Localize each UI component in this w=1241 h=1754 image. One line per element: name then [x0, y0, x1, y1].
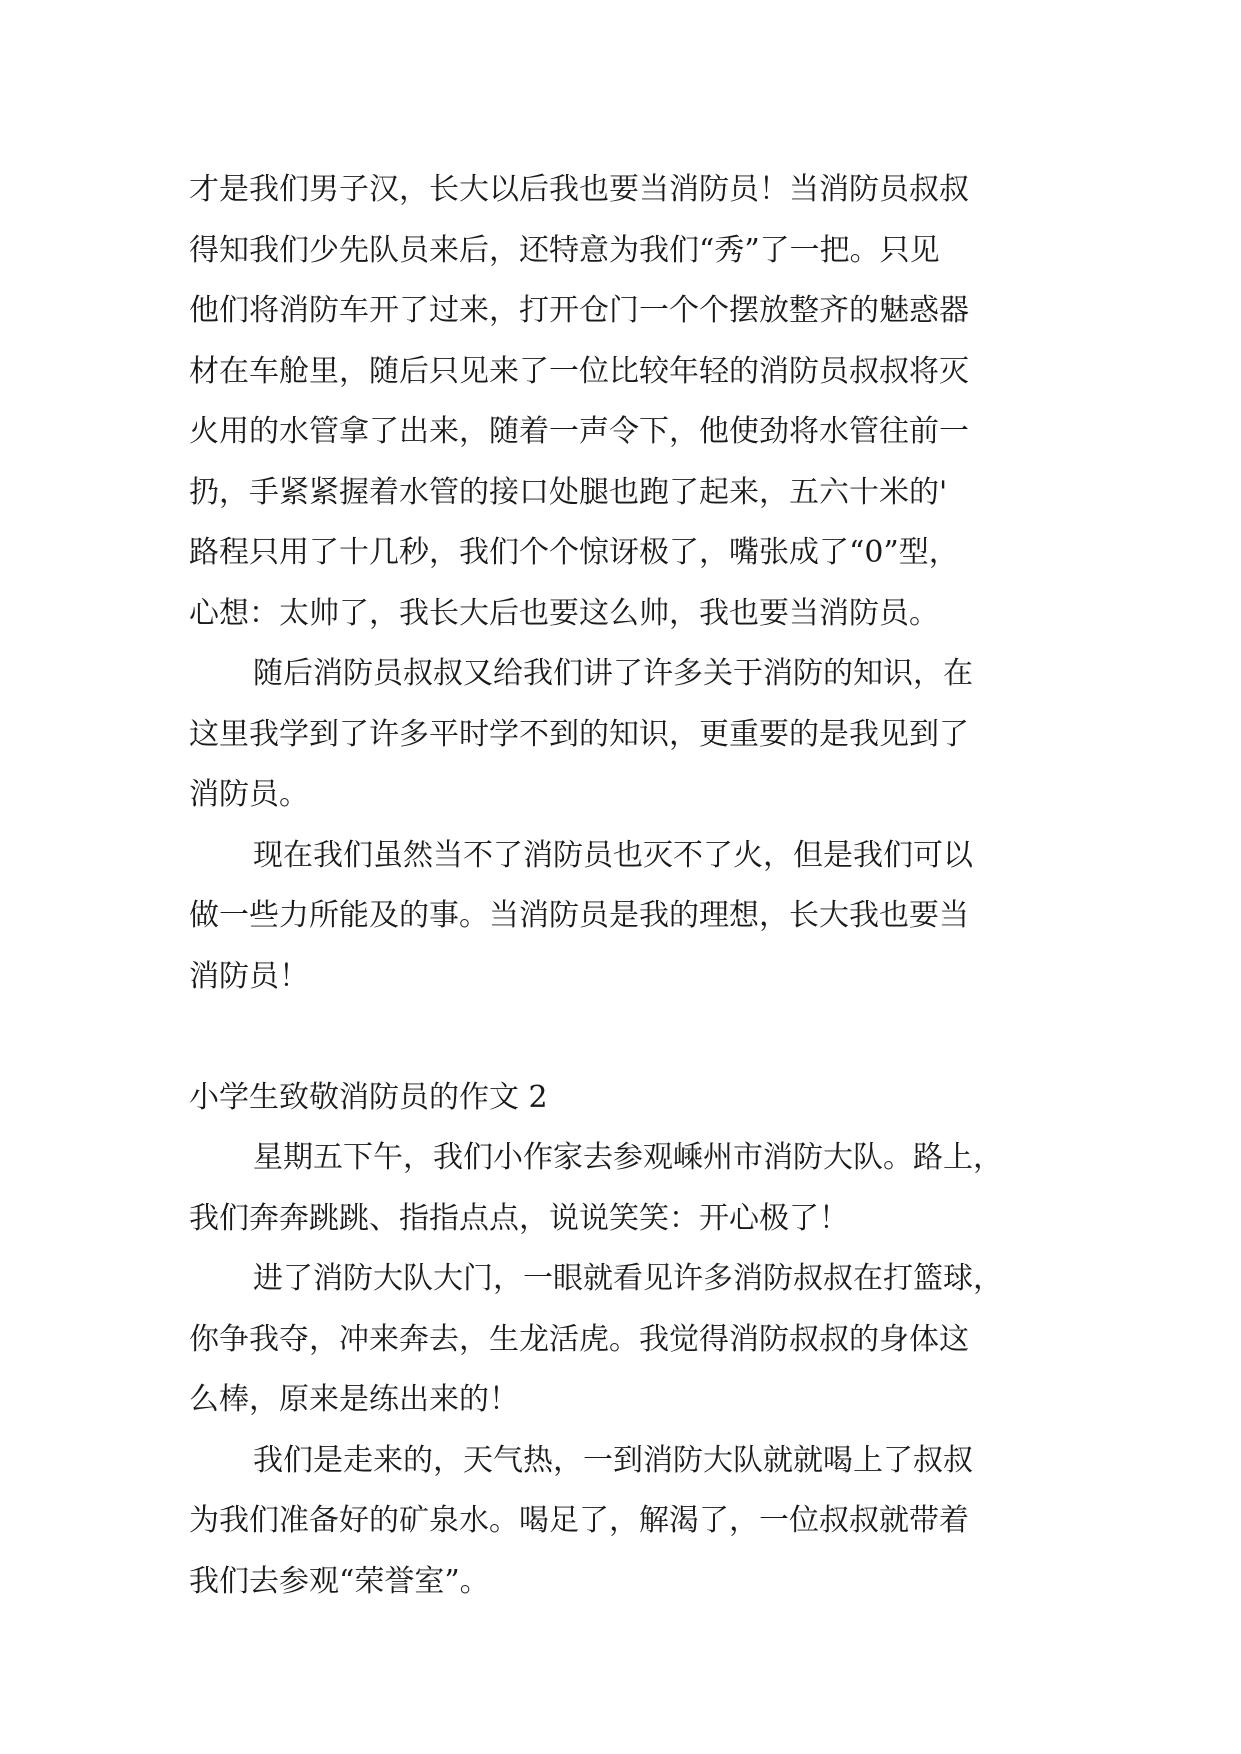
text-line: 我们是走来的，天气热，一到消防大队就就喝上了叔叔 [253, 1442, 973, 1478]
text-line: 为我们准备好的矿泉水。喝足了，解渴了，一位叔叔就带着 [189, 1503, 969, 1538]
paragraph [189, 160, 1053, 644]
text-line: 我们奔奔跳跳、指指点点，说说笑笑：开心极了！ [189, 1200, 849, 1236]
text-line: 心想：太帅了，我长大后也要这么帅，我也要当消防员。 [189, 595, 939, 631]
text-line: 材在车舱里，随后只见来了一位比较年轻的消防员叔叔将灭 [189, 353, 969, 389]
text-line: 么棒，原来是练出来的！ [189, 1382, 519, 1417]
text-line: 他们将消防车开了过来，打开仓门一个个摆放整齐的魅惑器 [189, 293, 969, 328]
text-line: 现在我们虽然当不了消防员也灭不了火，但是我们可以 [253, 837, 973, 873]
paragraph [189, 1249, 1053, 1431]
text-line: 扔，手紧紧握着水管的接口处腿也跑了起来，五六十米的' [189, 474, 948, 510]
paragraph [189, 1431, 1053, 1613]
text-line: 进了消防大队大门，一眼就看见许多消防叔叔在打篮球， [253, 1261, 1003, 1296]
paragraph [189, 1128, 1053, 1249]
text-line: 消防员。 [189, 777, 309, 812]
paragraph [189, 644, 1053, 826]
text-line: 火用的水管拿了出来，随着一声令下，他使劲将水管往前一 [189, 414, 969, 449]
text-line: 星期五下午，我们小作家去参观嵊州市消防大队。路上， [253, 1140, 1003, 1175]
text-line: 我们去参观“荣誉室”。 [189, 1563, 490, 1599]
blank-line [189, 1007, 1053, 1068]
text-line: 这里我学到了许多平时学不到的知识，更重要的是我见到了 [189, 716, 969, 752]
text-line: 做一些力所能及的事。当消防员是我的理想，长大我也要当 [189, 898, 969, 933]
text-line: 才是我们男子汉，长大以后我也要当消防员！当消防员叔叔 [189, 172, 969, 207]
text-line: 随后消防员叔叔又给我们讲了许多关于消防的知识，在 [253, 656, 973, 691]
text-line: 你争我夺，冲来奔去，生龙活虎。我觉得消防叔叔的身体这 [189, 1321, 969, 1357]
text-line: 消防员！ [189, 958, 309, 994]
text-line: 得知我们少先队员来后，还特意为我们“秀”了一把。只见 [189, 232, 940, 268]
document-body [189, 160, 1053, 1612]
paragraph [189, 826, 1053, 1008]
text-line: 路程只用了十几秒，我们个个惊讶极了，嘴张成了“0”型， [189, 535, 959, 570]
section-title: 小学生致敬消防员的作文 2 [189, 1079, 548, 1115]
